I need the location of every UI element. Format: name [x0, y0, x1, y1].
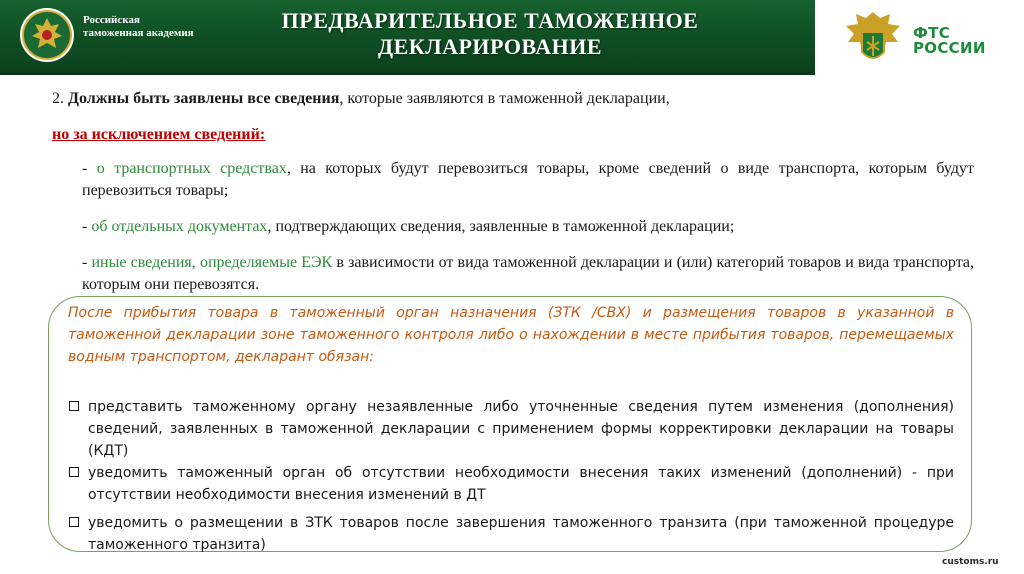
- exception-item-eec: [82, 252, 974, 296]
- academy-emblem-icon: [18, 6, 76, 64]
- fts-name-line1: ФТС: [913, 24, 951, 42]
- checkbox-bullet-icon: [68, 512, 88, 534]
- exception-item-dash: -: [82, 254, 92, 271]
- academy-name: Российская таможенная академия: [83, 14, 194, 39]
- page-title-line2: ДЕКЛАРИРОВАНИЕ: [377, 34, 603, 59]
- paragraph-main-rest: , которые заявляются в таможенной декларации,: [339, 90, 670, 107]
- page-title-line1: ПРЕДВАРИТЕЛЬНОЕ ТАМОЖЕННОЕ: [281, 8, 699, 33]
- checkbox-bullet-icon: [68, 462, 88, 484]
- paragraph-main-lead: 2.: [52, 90, 68, 107]
- exception-item-dash: -: [82, 160, 97, 177]
- exception-item-highlight: о транспортных средствах: [96, 160, 287, 177]
- obligation-item: [68, 512, 954, 556]
- paragraph-main: [52, 88, 982, 110]
- exception-item-text: в зависимости от вида таможенной декларации и (или) категорий товаров и вида транспорта, которым они перевозятся.: [82, 254, 975, 293]
- fts-emblem-icon: [838, 8, 908, 72]
- fts-name: [913, 26, 1018, 56]
- exception-item-documents: [82, 216, 974, 238]
- exception-item-highlight: об отдельных документах: [91, 218, 268, 235]
- checkbox-bullet-icon: [68, 396, 88, 418]
- obligation-item: [68, 396, 954, 462]
- obligation-item: [68, 462, 954, 506]
- declarant-obligations-intro: После прибытия товара в таможенный орган назначения (ЗТК /СВХ) и размещения товаров в указанной в таможенной декларации зоне таможенного контроля либо о нахождении в месте прибытия товаров, перемещаемых водным транспортом, декларант обязан:: [68, 305, 954, 365]
- footer-site: customs.ru: [942, 557, 999, 567]
- exception-item-text: , на которых будут перевозиться товары, кроме сведений о виде транспорта, которым будут перевозиться товары;: [82, 160, 975, 199]
- obligation-text: уведомить о размещении в ЗТК товаров после завершения таможенного транзита (при таможенной процедуре таможенного транзита): [88, 515, 954, 553]
- exception-item-dash: -: [82, 218, 92, 235]
- obligation-text: представить таможенному органу незаявленные либо уточненные сведения путем изменения (дополнения) сведений, заявленных в таможенной декларации с применением формы корректировки декларации на товары (КДТ): [88, 399, 954, 459]
- obligation-text: уведомить таможенный орган об отсутствии необходимости внесения таких изменений (дополнений) - при отсутствии необходимости внесения изменений в ДТ: [88, 465, 954, 503]
- page-title: [210, 8, 770, 60]
- header-band: [0, 0, 815, 75]
- exception-item-text: , подтверждающих сведения, заявленные в таможенной декларации;: [267, 218, 735, 235]
- exception-item-highlight: иные сведения, определяемые ЕЭК: [91, 254, 333, 271]
- fts-name-line2: РОССИИ: [913, 39, 986, 57]
- paragraph-main-strong: Должны быть заявлены все сведения: [68, 90, 340, 107]
- exception-item-transport: [82, 158, 974, 202]
- exception-heading: но за исключением сведений:: [52, 126, 266, 143]
